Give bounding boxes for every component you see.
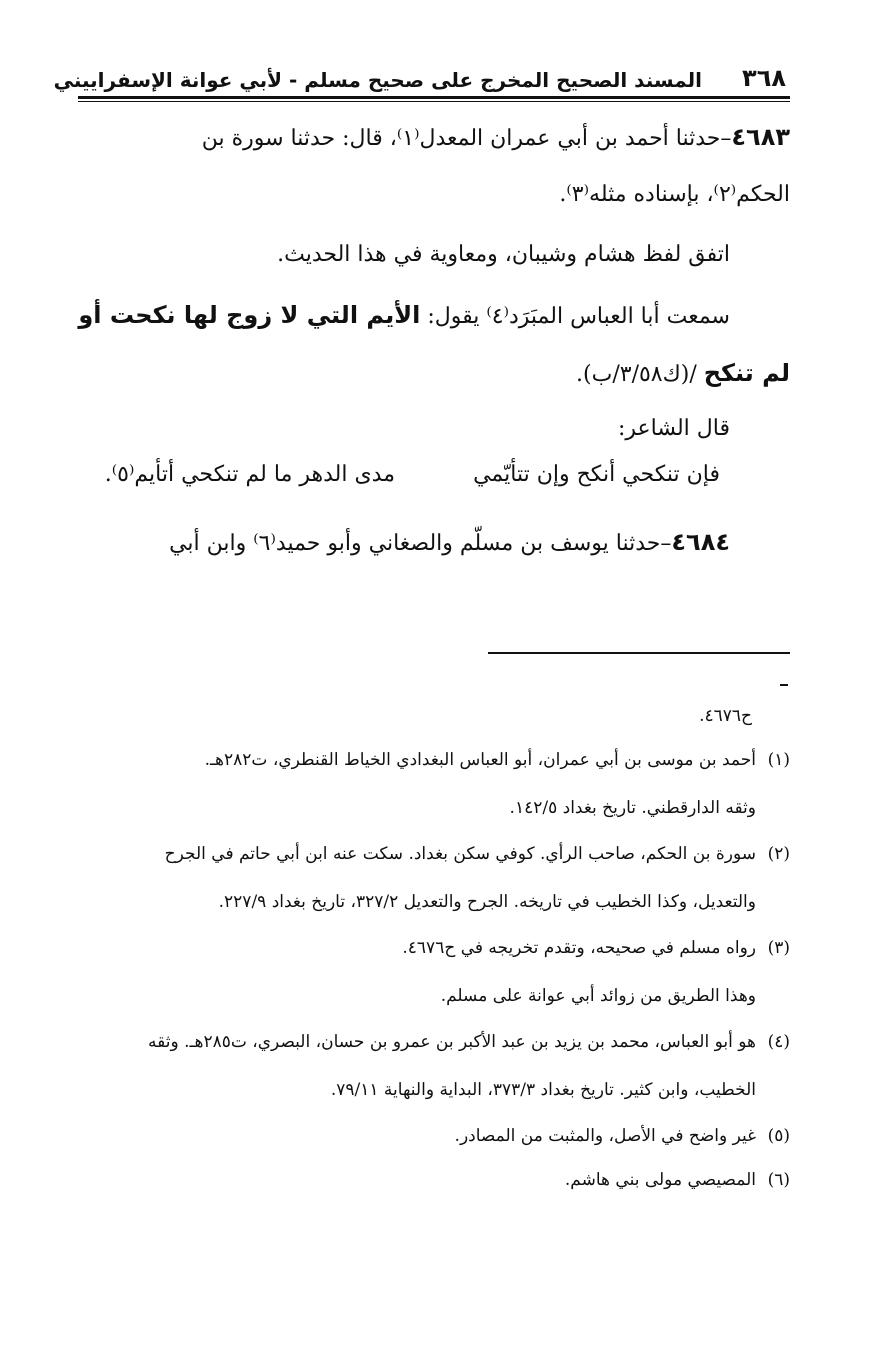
header-rule-thin	[78, 101, 790, 102]
footnote-text: أحمد بن موسى بن أبي عمران، أبو العباس البغدادي الخياط القنطري، ت٢٨٢هـ.	[204, 750, 756, 770]
mubarrad-line-1	[78, 300, 730, 332]
footnote-text: غير واضح في الأصل، والمثبت من المصادر.	[454, 1126, 756, 1146]
footnote-3	[78, 938, 790, 958]
mubarrad-line-2	[78, 358, 790, 390]
hadith-4683-line-2: الحكم⁽٢⁾، بإسناده مثله⁽٣⁾.	[559, 182, 790, 207]
poet-intro: قال الشاعر:	[617, 416, 730, 441]
mubarrad-quote: الأيم التي لا زوج لها نكحت أو	[78, 301, 421, 329]
hadith-text: –حدثنا أحمد بن أبي عمران المعدل⁽١⁾، قال: حدثنا سورة بن	[201, 126, 732, 151]
hadith-number: ٤٦٨٣	[731, 123, 790, 151]
footnote-label: (١)	[767, 750, 790, 770]
hadith-text: –حدثنا يوسف بن مسلّم والصغاني وأبو حميد⁽٦⁾ وابن أبي	[169, 531, 672, 556]
footnote-label: (٦)	[767, 1170, 790, 1190]
footnote-label: (٢)	[767, 844, 790, 864]
agreement-note: اتفق لفظ هشام وشيبان، ومعاوية في هذا الحديث.	[277, 242, 730, 267]
mubarrad-quote-end: لم تنكح	[703, 359, 790, 387]
footnote-2	[78, 844, 790, 864]
footnote-6	[78, 1170, 790, 1190]
header-rule	[78, 96, 790, 99]
footnote-text: المصيصي مولى بني هاشم.	[564, 1170, 756, 1190]
footnote-dash	[780, 684, 788, 686]
manuscript-ref: /(ك٣/٥٨/ب).	[576, 362, 704, 387]
footnote-2-continued: والتعديل، وكذا الخطيب في تاريخه. الجرح والتعديل ٣٢٧/٢، تاريخ بغداد ٢٢٧/٩.	[218, 892, 756, 912]
footnote-5	[78, 1126, 790, 1146]
book-title: المسند الصحيح المخرج على صحيح مسلم - لأبي عوانة الإسفراييني	[53, 68, 702, 92]
page-number: ٣٦٨	[742, 64, 786, 92]
hadith-4683-line-1	[78, 122, 790, 154]
footnote-label: (٥)	[767, 1126, 790, 1146]
poetry-verse	[78, 462, 790, 502]
verse-second-hemistich: مدى الدهر ما لم تنكحي أتأيم⁽٥⁾.	[104, 462, 395, 487]
footnote-1-continued: وثقه الدارقطني. تاريخ بغداد ١٤٢/٥.	[509, 798, 756, 818]
running-header	[53, 60, 790, 96]
footnote-label: (٣)	[767, 938, 790, 958]
footnote-label: (٤)	[767, 1032, 790, 1052]
mubarrad-intro: سمعت أبا العباس المبَرَد⁽٤⁾ يقول:	[420, 304, 730, 329]
footnote-text: هو أبو العباس، محمد بن يزيد بن عبد الأكبر بن عمرو بن حسان، البصري، ت٢٨٥هـ. وثقه	[148, 1032, 756, 1052]
previous-page-reference: ح٤٦٧٦.	[699, 706, 752, 726]
hadith-4684-line-1	[78, 527, 730, 559]
footnote-4-continued: الخطيب، وابن كثير. تاريخ بغداد ٣٧٣/٣، البداية والنهاية ٧٩/١١.	[330, 1080, 756, 1100]
footnote-separator	[488, 652, 790, 654]
hadith-number: ٤٦٨٤	[671, 528, 730, 556]
footnote-text: رواه مسلم في صحيحه، وتقدم تخريجه في ح٤٦٧٦.	[402, 938, 756, 958]
footnote-1	[78, 750, 790, 770]
verse-first-hemistich: فإن تنكحي أنكح وإن تتأيّمي	[473, 462, 720, 487]
footnote-text: سورة بن الحكم، صاحب الرأي. كوفي سكن بغداد. سكت عنه ابن أبي حاتم في الجرح	[164, 844, 756, 864]
footnote-3-continued: وهذا الطريق من زوائد أبي عوانة على مسلم.	[440, 986, 756, 1006]
footnote-4	[78, 1032, 790, 1052]
